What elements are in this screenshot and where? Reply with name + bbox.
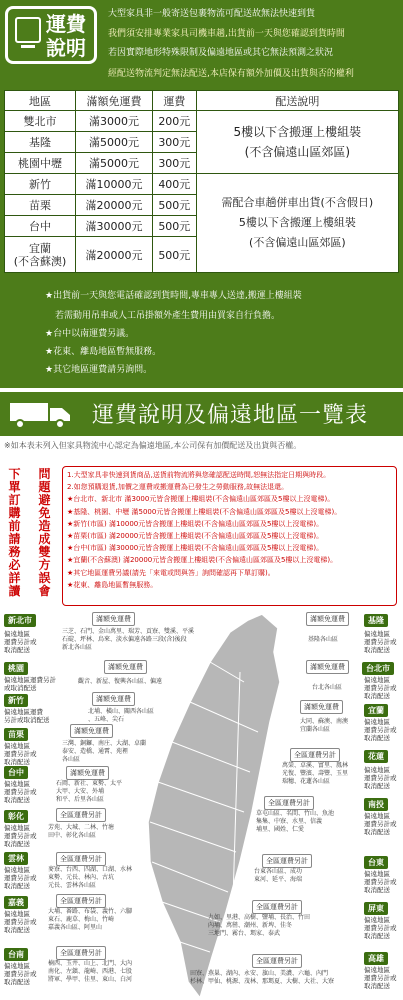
header-desc: 配送說明: [196, 91, 398, 111]
header-fee: 運費: [152, 91, 196, 111]
rule-line: ★苗栗(市區) 滿20000元皆含搬運上樓組裝(不含偏遠山區郊區及5樓以上沒電梯)。: [67, 532, 324, 541]
region-desc: 偏遠地區 運費另計或 取消配送: [364, 966, 397, 990]
region-areas: 萬榮、卓溪、富里、鳳林 光復、豐濱、壽豐、玉里 瑞穗、花蓮各山區: [282, 762, 349, 785]
vertical-warning-right: 問題避免造成雙方誤會: [38, 467, 51, 598]
region-desc: 偏遠地區 運費另計或 取消配送: [364, 718, 397, 742]
intro-line: 經配送物流判定無法配送,本店保有額外加價及出貨與否的權利: [108, 69, 354, 79]
table-cell: 300元: [152, 153, 196, 174]
rule-line: 2.如您預購退貨,加價之運費或搬運費為已發生之勞動服務,故無法退還。: [67, 483, 289, 492]
region-areas: 九如、里港、高樹、鹽埔、長治、竹田 內埔、萬巒、潮州、新埤、佳冬 三地門、霧台、瑪家、泰武: [208, 914, 311, 937]
intro-line: 我們須安排專業家具司機車趟,出貨前一天與您確認到貨時間: [108, 29, 345, 39]
region-label: 嘉義: [4, 896, 28, 909]
header-free: 滿額免運費: [76, 91, 153, 111]
table-cell: 桃園中壢: [5, 153, 76, 174]
region-desc: 偏遠地區運費 另計或取消配送: [4, 708, 50, 724]
header-region: 地區: [5, 91, 76, 111]
table-cell: 200元: [152, 111, 196, 132]
region-label: 花蓮: [364, 750, 388, 763]
region-desc: 偏遠地區 運費另計或 取消配送: [364, 916, 397, 940]
rule-line: ★花東、離島地區暫無服務。: [67, 580, 158, 589]
region-label: 基隆: [364, 614, 388, 627]
region-desc: 偏遠地區 運費另計或 取消配送: [4, 866, 37, 890]
region-desc: 偏遠地區 運費另計或 取消配送: [364, 812, 397, 836]
disclaimer: ※如本表未列入但家具物流中心認定為偏遠地區,本公司保有加價配送及出貨與否權。: [4, 441, 302, 450]
region-areas: 三灣、銅鑼、南庄、大湖、卓蘭 泰安、造橋、通霄、苑裡 各山區: [62, 740, 147, 763]
table-cell: 滿20000元: [76, 237, 153, 273]
region-desc: 偏遠地區 運費另計或 取消配送: [4, 824, 37, 848]
section-banner: [0, 392, 403, 436]
region-desc: 偏遠地區 運費另計或 取消配送: [4, 962, 37, 986]
region-tag: 全區運費另計: [290, 748, 340, 762]
region-label: 雲林: [4, 852, 28, 865]
region-tag: 滿額免運費: [104, 660, 147, 674]
region-desc: 偏遠地區 運費另計或 取消配送: [4, 780, 37, 804]
rule-line: ★新竹(市區) 滿10000元皆含搬運上樓組裝(不含偏遠山區郊區及5樓以上沒電梯)。: [67, 519, 324, 528]
region-tag: 全區運費另計: [56, 946, 106, 960]
region-label: 苗栗: [4, 728, 28, 741]
vertical-warning-left: 下單訂購前請務必詳讀: [8, 467, 21, 598]
table-cell: 滿3000元: [76, 111, 153, 132]
region-label: 南投: [364, 798, 388, 811]
region-areas: 田寮、燕巢、湖內、永安、旗山、美濃、六龜、內門 杉林、甲仙、桃源、茂林、那瑪夏、大樹、大社、大寮: [190, 970, 335, 985]
region-desc: 偏遠地區 運費另計或 取消配送: [364, 676, 397, 700]
region-tag: 全區運費另計: [262, 854, 312, 868]
region-areas: 觀音、新屋、復興各山區、偏遠: [78, 678, 163, 685]
region-areas: 石岡、新社、東勢、太平 大甲、大安、外埔 和平、后里各山區: [56, 780, 123, 803]
desc-cell-2: 需配合車趟併車出貨(不含假日) 5樓以下含搬運上樓組裝 (不含偏遠山區郊區): [196, 174, 398, 273]
table-cell: 500元: [152, 237, 196, 273]
table-cell: 500元: [152, 216, 196, 237]
region-label: 台東: [364, 856, 388, 869]
region-tag: 滿額免運費: [300, 700, 343, 714]
table-cell: 苗栗: [5, 195, 76, 216]
region-areas: 基隆各山區: [308, 636, 339, 643]
region-areas: 大同、蘇澳、南澳 宜蘭各山區: [300, 718, 349, 733]
region-tag: 滿額免運費: [306, 612, 349, 626]
table-cell: 基隆: [5, 132, 76, 153]
table-cell: 500元: [152, 195, 196, 216]
region-tag: 滿額免運費: [306, 660, 349, 674]
desc-cell-1: 5樓以下含搬運上樓組裝 (不含偏遠山區郊區): [196, 111, 398, 174]
region-areas: 北埔、橫山、關西各山區 、五峰、尖石: [88, 708, 155, 723]
table-cell: 台中: [5, 216, 76, 237]
shipping-info-panel: [0, 0, 403, 388]
shipping-badge: 運費說明: [5, 6, 97, 64]
region-desc: 偏遠地區運費另計 或取消配送: [4, 676, 56, 692]
table-cell: 滿5000元: [76, 153, 153, 174]
note-line: ★花東、離島地區暫無服務。: [45, 347, 162, 357]
shipping-fee-table: [4, 90, 399, 273]
region-areas: 芳苑、大城、二林、竹塘 田中、彰化各山區: [48, 824, 115, 839]
region-areas: 麥寮、台西、四湖、口湖、水林 東勢、元長、林內、古坑 元長、雲林各山區: [48, 866, 133, 889]
table-cell: 400元: [152, 174, 196, 195]
truck-icon: [10, 401, 72, 429]
rule-line: ★台北市、新北市 滿3000元皆含搬運上樓組裝(不含偏遠山區郊區及5樓以上沒電梯)。: [67, 495, 335, 504]
region-tag: 全區運費另計: [252, 954, 302, 968]
note-line: 若需動用吊車或人工吊掛額外產生費用由買家自行負擔。: [55, 311, 281, 321]
region-label: 桃園: [4, 662, 28, 675]
banner-title: 運費說明及偏遠地區一覽表: [92, 403, 369, 428]
region-label: 台北市: [362, 662, 394, 675]
table-cell: 雙北市: [5, 111, 76, 132]
table-cell: 滿30000元: [76, 216, 153, 237]
note-line: ★出貨前一天與您電話確認到貨時間,專車專人送達,搬運上樓組裝: [45, 291, 302, 301]
region-areas: 草屯山區、名間、竹山、魚池 集集、中寮、水里、信義 埔里、國姓、仁愛: [256, 810, 335, 833]
region-label: 宜蘭: [364, 704, 388, 717]
region-tag: 全區運費另計: [56, 852, 106, 866]
region-tag: 滿額免運費: [66, 766, 109, 780]
region-desc: 偏遠地區 運費另計或 取消配送: [364, 870, 397, 894]
region-label: 新北市: [4, 614, 36, 627]
table-cell: 新竹: [5, 174, 76, 195]
region-areas: 楠西、玉井、山上、北門、大內 南化、左鎮、龍崎、西港、七股 將軍、學甲、佳里、東山、白河: [48, 960, 133, 983]
rule-line: ★其它地區運費另議(請先「來電或問與答」詢問確認再下單訂購)。: [67, 568, 275, 577]
note-line: ★台中以南運費另議。: [45, 329, 135, 339]
region-label: 新竹: [4, 694, 28, 707]
region-desc: 偏遠地區 運費另計或 取消配送: [4, 630, 37, 654]
rules-box: [62, 466, 397, 606]
region-label: 台中: [4, 766, 28, 779]
table-cell: 滿10000元: [76, 174, 153, 195]
intro-line: 大型家具非一般寄送包裹物流可配送故無法快速到貨: [108, 9, 316, 19]
region-areas: 台東各山區、成功 東河、延平、海端: [254, 868, 303, 883]
region-desc: 偏遠地區 運費另計或 取消配送: [364, 630, 397, 654]
table-cell: 滿5000元: [76, 132, 153, 153]
region-areas: 三芝、石門、金山萬里、瑞芳、貢寮、雙溪、平溪 石碇、坪林、烏來、淡水偏遠各路三段(含)後段 新北各山區: [62, 628, 195, 651]
table-cell: 宜蘭 (不含蘇澳): [5, 237, 76, 273]
rule-line: ★宜蘭(不含蘇澳) 滿20000元皆含搬運上樓組裝(不含偏遠山區郊區及5樓以上沒電梯)。: [67, 556, 338, 565]
region-tag: 滿額免運費: [70, 724, 113, 738]
intro-line: 若因實際地形特殊限制及偏遠地區或其它無法預測之狀況: [108, 48, 334, 58]
region-desc: 偏遠地區 運費另計或 取消配送: [364, 766, 397, 790]
rule-line: ★台中(市區) 滿30000元皆含搬運上樓組裝(不含偏遠山區郊區及5樓以上沒電梯)。: [67, 544, 324, 553]
rule-line: ★基隆、桃園、中壢 滿5000元皆含搬運上樓組裝(不含偏遠山區郊區及5樓以上沒電梯)。: [67, 507, 342, 516]
region-tag: 全區運費另計: [56, 894, 106, 908]
region-label: 屏東: [364, 902, 388, 915]
region-desc: 偏遠地區 運費另計或 取消配送: [4, 910, 37, 934]
rule-line: 1.大型家具非快速到貨商品,送貨前物流將與您確認配送時間,恕無法指定日期與時段。: [67, 471, 331, 479]
region-tag: 全區運費另計: [252, 900, 302, 914]
table-cell: 300元: [152, 132, 196, 153]
region-tag: 滿額免運費: [92, 612, 135, 626]
region-tag: 全區運費另計: [56, 808, 106, 822]
region-label: 高雄: [364, 952, 388, 965]
table-cell: 滿20000元: [76, 195, 153, 216]
region-tag: 滿額免運費: [92, 692, 135, 706]
note-line: ★其它地區運費請另詢問。: [45, 365, 153, 375]
note-icon: [15, 17, 41, 43]
region-areas: 台北各山區: [312, 684, 343, 691]
region-tag: 全區運費另計: [264, 796, 314, 810]
region-desc: 偏遠地區 運費另計或 取消配送: [4, 742, 37, 766]
region-label: 彰化: [4, 810, 28, 823]
region-areas: 大埔、番路、布袋、義竹、六腳 東石、鹿草、梅山、竹崎 嘉義各山區、阿里山: [48, 908, 133, 931]
region-label: 台南: [4, 948, 28, 961]
